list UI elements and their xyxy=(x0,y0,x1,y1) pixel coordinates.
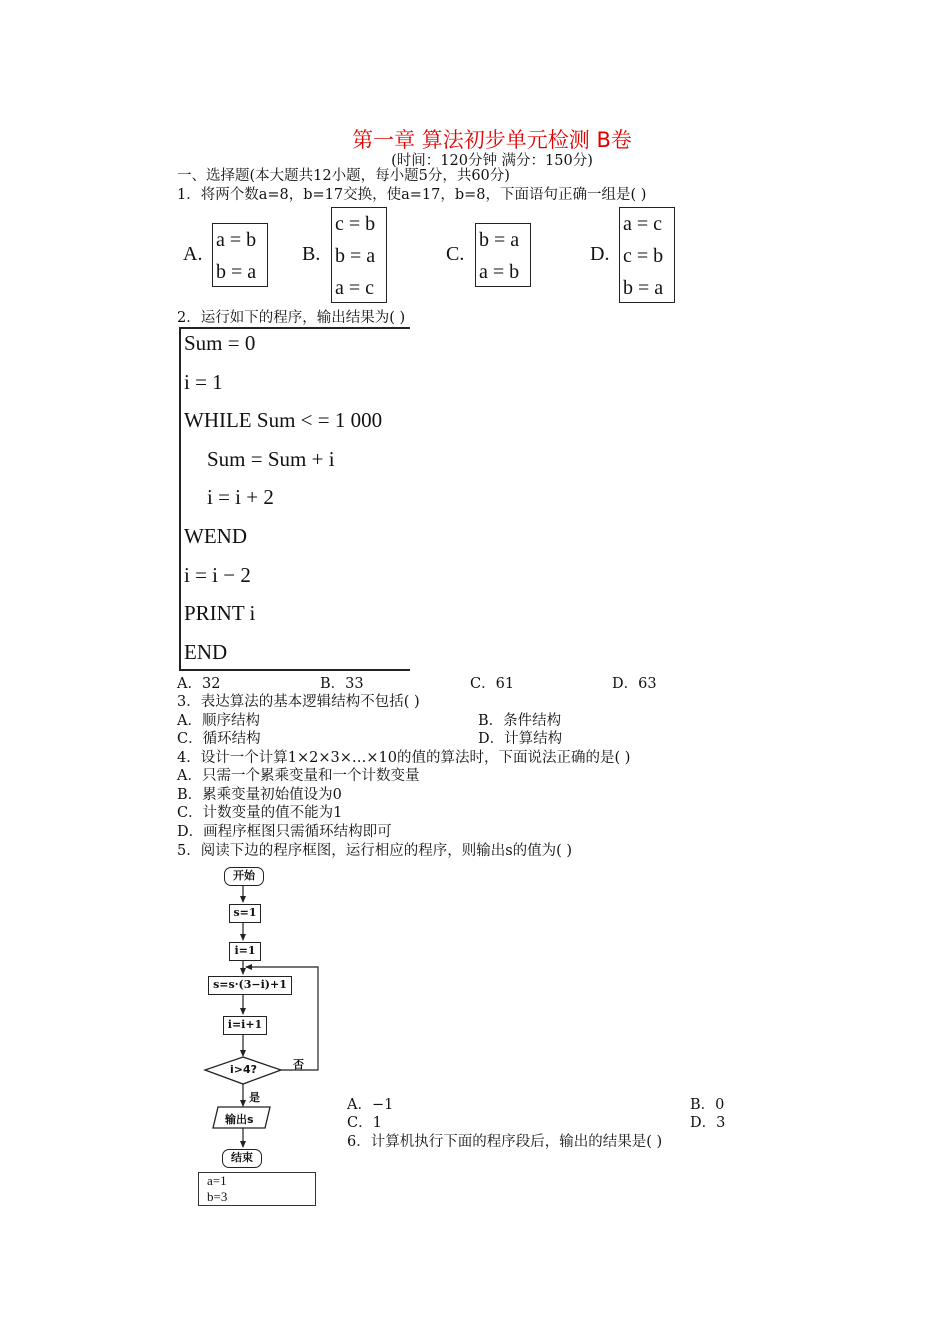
arrowhead xyxy=(240,1050,246,1057)
section-heading: 一、选择题(本大题共12小题，每小题5分，共60分) xyxy=(177,168,510,184)
flowchart-no-label: 否 xyxy=(293,1058,304,1071)
q2-option-c: C．61 xyxy=(470,676,515,692)
arrowhead xyxy=(240,1141,246,1148)
code-line: a = c xyxy=(335,277,375,299)
q2-option-a: A．32 xyxy=(177,676,221,692)
flowchart-end: 结束 xyxy=(222,1149,262,1168)
code-line: b = a xyxy=(216,261,257,283)
arrowhead xyxy=(240,968,246,975)
program-line: i = i + 2 xyxy=(207,485,274,509)
code-line: a = b xyxy=(216,229,257,251)
q4-option-d: D．画程序框图只需循环结构即可 xyxy=(177,824,392,840)
q3-option-a: A．顺序结构 xyxy=(177,713,260,729)
flowchart-update-i: i=i+1 xyxy=(223,1016,267,1035)
q1-option-a-label: A. xyxy=(183,243,203,265)
code-line: b = a xyxy=(335,245,376,267)
q3-option-b: B．条件结构 xyxy=(478,713,562,729)
program-line: PRINT i xyxy=(184,601,256,625)
flowchart-yes-label: 是 xyxy=(249,1091,260,1104)
arrowhead xyxy=(240,934,246,941)
question-4-stem: 4．设计一个计算1×2×3×…×10的值的算法时，下面说法正确的是( ) xyxy=(177,750,631,766)
page-subtitle: (时间：120分钟 满分：150分) xyxy=(391,153,593,169)
code-line: a = b xyxy=(479,261,520,283)
q5-option-b: B．0 xyxy=(690,1097,725,1113)
q5-option-a: A．−1 xyxy=(347,1097,394,1113)
program-line: WHILE Sum < = 1 000 xyxy=(184,408,383,432)
code-line: a = c xyxy=(623,213,663,235)
question-2-stem: 2．运行如下的程序，输出结果为( ) xyxy=(177,310,406,326)
arrowhead xyxy=(240,1008,246,1015)
program-line: Sum = 0 xyxy=(184,331,256,355)
q2-option-d: D．63 xyxy=(612,676,657,692)
arrowhead xyxy=(245,964,252,970)
arrowhead xyxy=(240,896,246,903)
code-line: a=1 xyxy=(207,1173,227,1188)
page-title: 第一章 算法初步单元检测 B卷 xyxy=(352,128,632,152)
q5-option-c: C．1 xyxy=(347,1115,382,1131)
program-line: i = i − 2 xyxy=(184,563,251,587)
program-line: END xyxy=(184,640,228,664)
q1-option-d-label: D. xyxy=(590,243,610,265)
question-5-stem: 5．阅读下边的程序框图，运行相应的程序，则输出s的值为( ) xyxy=(177,843,573,859)
q3-option-c: C．循环结构 xyxy=(177,731,261,747)
flowchart-init-s: s=1 xyxy=(229,904,261,923)
question-1-stem: 1．将两个数a=8，b=17交换，使a=17，b=8，下面语句正确一组是( ) xyxy=(177,187,647,203)
q5-option-d: D．3 xyxy=(690,1115,726,1131)
q4-option-b: B．累乘变量初始值设为0 xyxy=(177,787,342,803)
program-line: WEND xyxy=(184,524,247,548)
question-3-stem: 3．表达算法的基本逻辑结构不包括( ) xyxy=(177,694,420,710)
q1-option-c-label: C. xyxy=(446,243,465,265)
flowchart-update-s: s=s·(3−i)+1 xyxy=(208,976,292,995)
code-line: b = a xyxy=(623,277,664,299)
q1-option-b-label: B. xyxy=(302,243,321,265)
program-line: i = 1 xyxy=(184,370,223,394)
q3-option-d: D．计算结构 xyxy=(478,731,563,747)
q4-option-a: A．只需一个累乘变量和一个计数变量 xyxy=(177,768,420,784)
code-line: b = a xyxy=(479,229,520,251)
q6-code-box xyxy=(198,1172,316,1206)
code-line: c = b xyxy=(623,245,664,267)
flowchart-init-i: i=1 xyxy=(229,942,261,961)
code-line: b=3 xyxy=(207,1189,228,1204)
q2-option-b: B．33 xyxy=(320,676,364,692)
program-line: Sum = Sum + i xyxy=(207,447,335,471)
flowchart-condition: i>4? xyxy=(230,1063,258,1076)
code-line: c = b xyxy=(335,213,376,235)
q4-option-c: C．计数变量的值不能为1 xyxy=(177,805,343,821)
arrowhead xyxy=(240,1100,246,1107)
flowchart-start: 开始 xyxy=(224,867,264,886)
question-6-stem: 6．计算机执行下面的程序段后，输出的结果是( ) xyxy=(347,1134,663,1150)
flowchart-output: 输出s xyxy=(225,1113,254,1126)
